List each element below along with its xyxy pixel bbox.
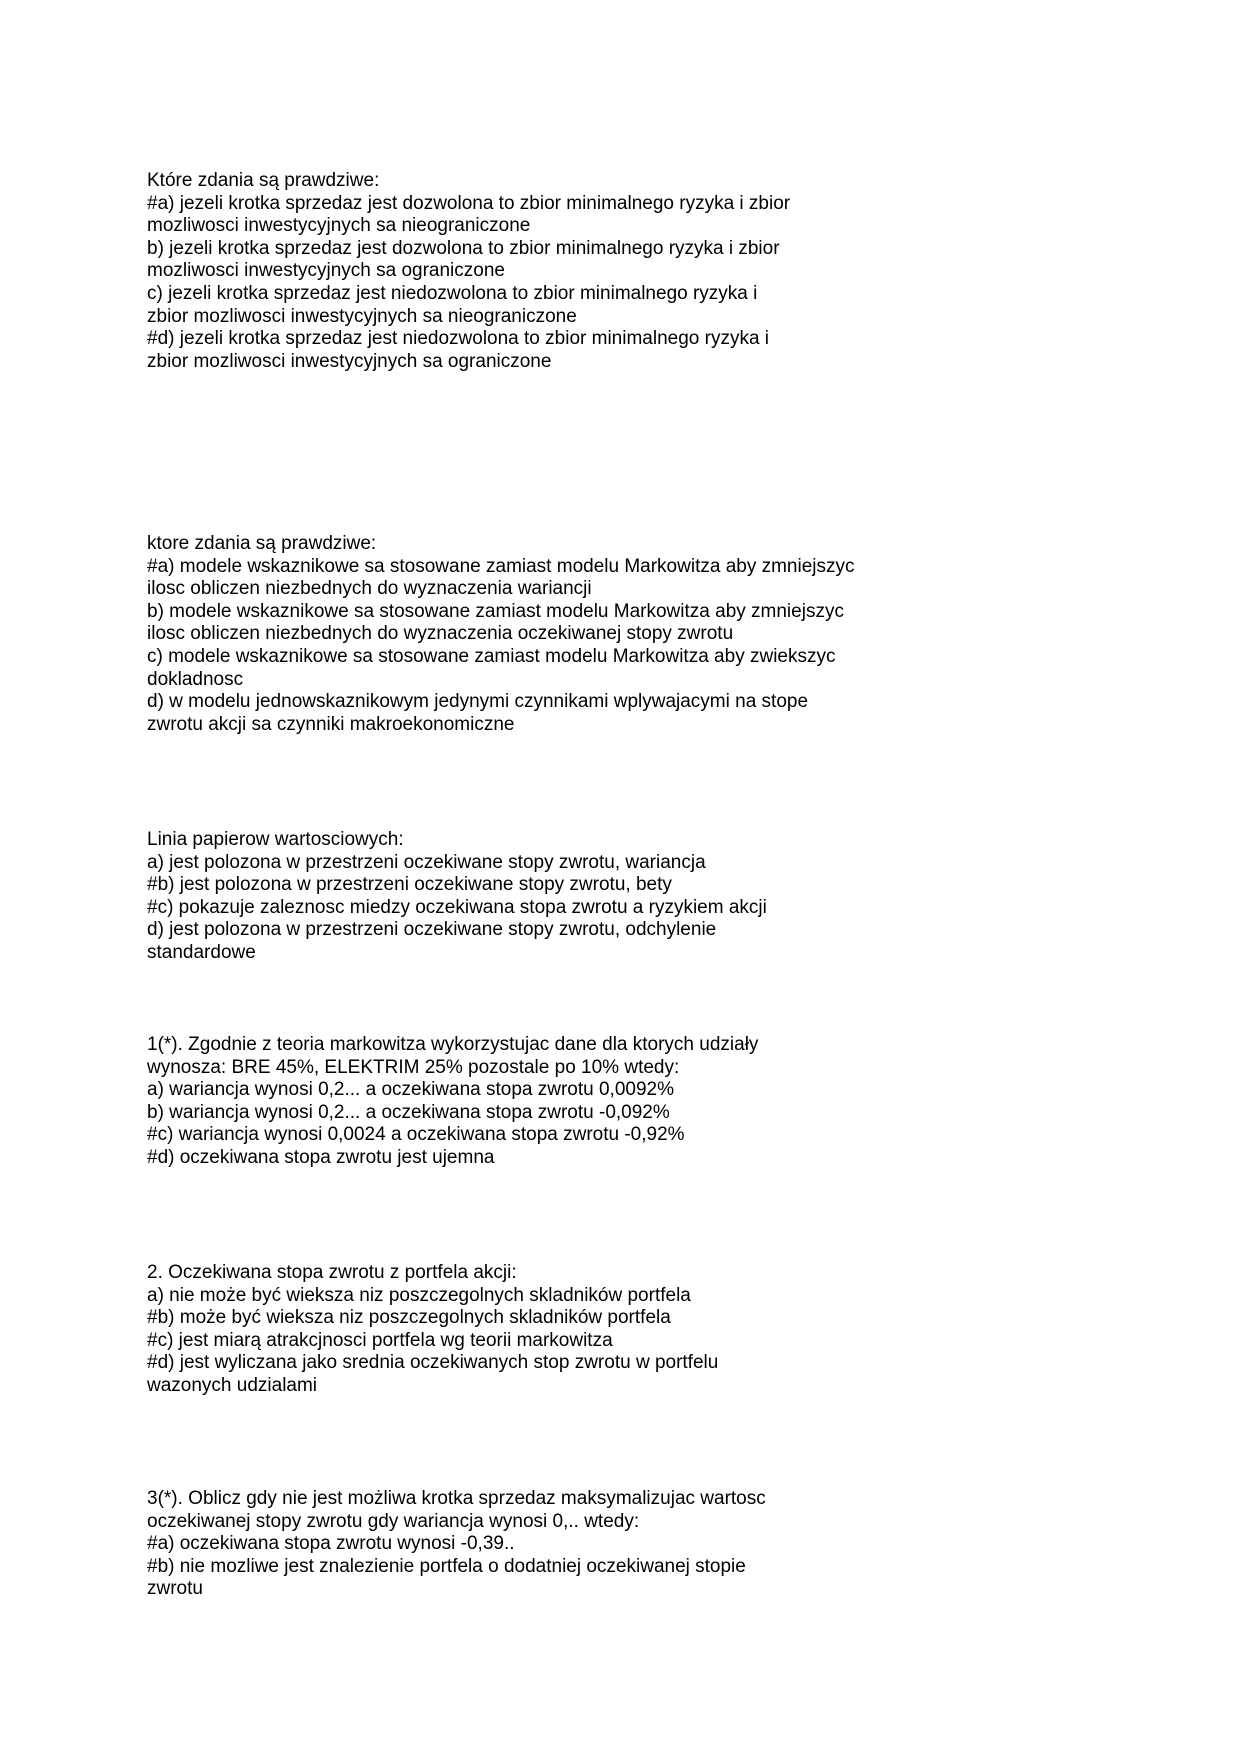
answer-line: #d) jest wyliczana jako srednia oczekiwanych stop zwrotu w portfelu [147, 1352, 719, 1374]
question-line: 2. Oczekiwana stopa zwrotu z portfela akcji: [147, 1262, 517, 1283]
question-line: Które zdania są prawdziwe: [147, 170, 380, 191]
answer-line: #b) może być wieksza niz poszczegolnych skladników portfela [147, 1307, 671, 1329]
answer-line: b) wariancja wynosi 0,2... a oczekiwana stopa zwrotu -0,092% [147, 1101, 670, 1123]
answer-line: #a) oczekiwana stopa zwrotu wynosi -0,39.. [147, 1533, 515, 1555]
answer-line: d) w modelu jednowskaznikowym jedynymi czynnikami wplywajacymi na stope [147, 691, 809, 713]
answer-line: b) jezeli krotka sprzedaz jest dozwolona to zbior minimalnego ryzyka i zbior [147, 237, 780, 259]
question-block [147, 533, 855, 736]
answer-line: #c) wariancja wynosi 0,0024 a oczekiwana stopa zwrotu -0,92% [147, 1124, 685, 1146]
question-line: wynosza: BRE 45%, ELEKTRIM 25% pozostale po 10% wtedy: [147, 1056, 680, 1078]
answer-line: c) jezeli krotka sprzedaz jest niedozwolona to zbior minimalnego ryzyka i [147, 282, 758, 304]
question-block [147, 829, 767, 965]
question-block [147, 1034, 758, 1170]
question-line: 3(*). Oblicz gdy nie jest możliwa krotka sprzedaz maksymalizujac wartosc [147, 1488, 766, 1509]
question-block [147, 1262, 718, 1398]
answer-line: #d) jezeli krotka sprzedaz jest niedozwolona to zbior minimalnego ryzyka i [147, 328, 770, 350]
question-block [147, 1488, 766, 1601]
answer-line: zwrotu akcji sa czynniki makroekonomiczne [147, 713, 515, 735]
question-line: 1(*). Zgodnie z teoria markowitza wykorzystujac dane dla ktorych udziały [147, 1034, 759, 1055]
question-block [147, 170, 790, 373]
answer-line: dokladnosc [147, 668, 244, 690]
answer-line: a) wariancja wynosi 0,2... a oczekiwana stopa zwrotu 0,0092% [147, 1079, 674, 1101]
answer-line: mozliwosci inwestycyjnych sa ograniczone [147, 260, 505, 282]
answer-line: a) nie może być wieksza niz poszczegolnych skladników portfela [147, 1284, 691, 1306]
answer-line: a) jest polozona w przestrzeni oczekiwane stopy zwrotu, wariancja [147, 851, 706, 873]
answer-line: #c) pokazuje zaleznosc miedzy oczekiwana stopa zwrotu a ryzykiem akcji [147, 896, 767, 918]
question-line: oczekiwanej stopy zwrotu gdy wariancja wynosi 0,.. wtedy: [147, 1510, 640, 1532]
answer-line: standardowe [147, 941, 256, 963]
answer-line: zbior mozliwosci inwestycyjnych sa nieograniczone [147, 305, 577, 327]
answer-line: ilosc obliczen niezbednych do wyznaczenia wariancji [147, 578, 592, 600]
answer-line: #b) nie mozliwe jest znalezienie portfela o dodatniej oczekiwanej stopie [147, 1555, 746, 1577]
answer-line: #c) jest miarą atrakcjnosci portfela wg teorii markowitza [147, 1329, 613, 1351]
question-line: ktore zdania są prawdziwe: [147, 533, 377, 554]
answer-line: b) modele wskaznikowe sa stosowane zamiast modelu Markowitza aby zmniejszyc [147, 600, 844, 622]
answer-line: mozliwosci inwestycyjnych sa nieograniczone [147, 215, 531, 237]
answer-line: ilosc obliczen niezbednych do wyznaczenia oczekiwanej stopy zwrotu [147, 623, 734, 645]
answer-line: #a) jezeli krotka sprzedaz jest dozwolona to zbior minimalnego ryzyka i zbior [147, 192, 791, 214]
question-line: Linia papierow wartosciowych: [147, 829, 404, 850]
answer-line: zbior mozliwosci inwestycyjnych sa ograniczone [147, 350, 552, 372]
answer-line: c) modele wskaznikowe sa stosowane zamiast modelu Markowitza aby zwiekszyc [147, 645, 836, 667]
answer-line: #d) oczekiwana stopa zwrotu jest ujemna [147, 1146, 495, 1168]
answer-line: d) jest polozona w przestrzeni oczekiwane stopy zwrotu, odchylenie [147, 919, 717, 941]
answer-line: wazonych udzialami [147, 1374, 318, 1396]
answer-line: zwrotu [147, 1578, 203, 1600]
answer-line: #a) modele wskaznikowe sa stosowane zamiast modelu Markowitza aby zmniejszyc [147, 555, 855, 577]
answer-line: #b) jest polozona w przestrzeni oczekiwane stopy zwrotu, bety [147, 874, 672, 896]
